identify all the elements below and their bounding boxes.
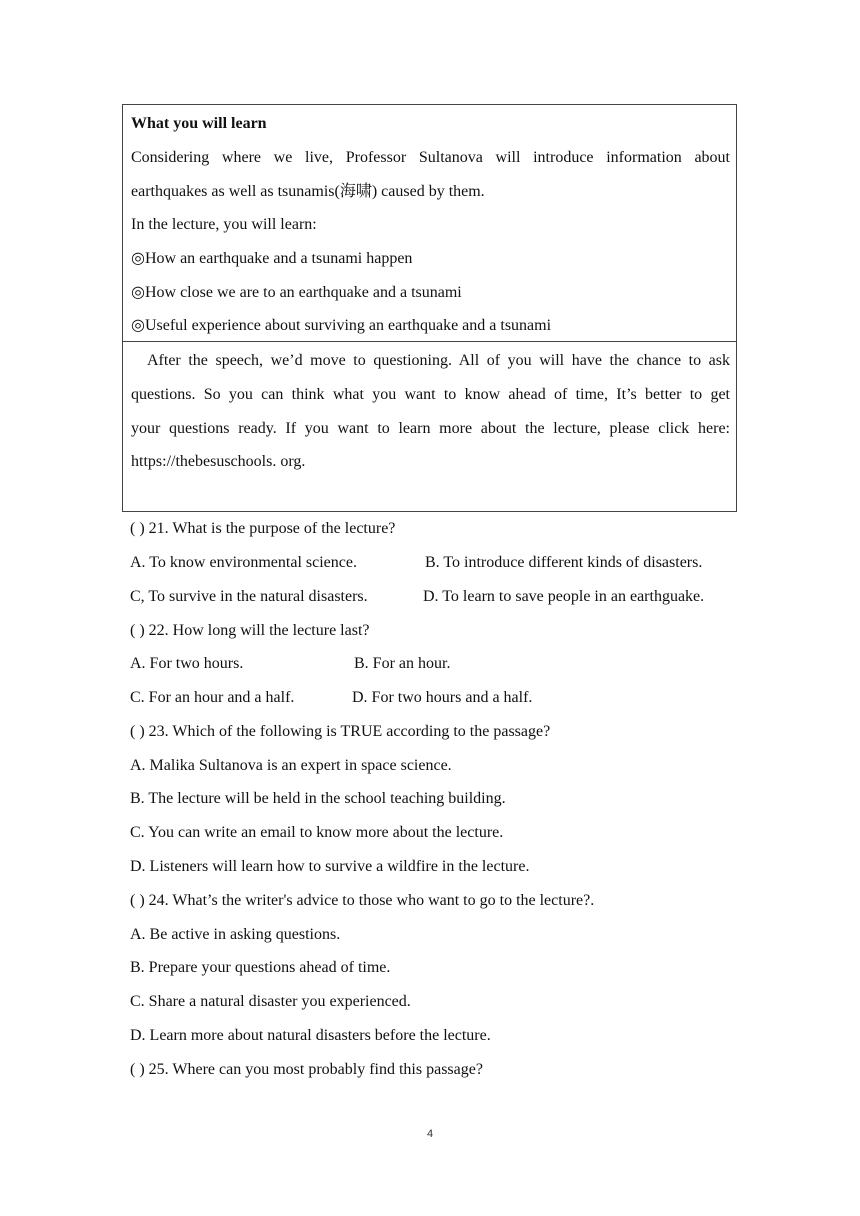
question-21-option-b: B. To introduce different kinds of disasters.: [425, 554, 703, 571]
question-24-option-a: A. Be active in asking questions.: [130, 926, 341, 943]
question-22-option-c: C. For an hour and a half.: [130, 689, 295, 706]
question-23-option-d: D. Listeners will learn how to survive a wildfire in the lecture.: [130, 858, 530, 875]
question-21-stem: ( ) 21. What is the purpose of the lecture?: [130, 520, 396, 537]
question-25-stem: ( ) 25. Where can you most probably find this passage?: [130, 1061, 483, 1078]
question-22-option-a: A. For two hours.: [130, 655, 244, 672]
question-24-option-d: D. Learn more about natural disasters before the lecture.: [130, 1027, 491, 1044]
question-24-option-c: C. Share a natural disaster you experienced.: [130, 993, 411, 1010]
intro-line-2: earthquakes as well as tsunamis(海啸) caused by them.: [131, 183, 485, 200]
learn-info-box: [122, 104, 737, 342]
learn-point: ◎Useful experience about surviving an earthquake and a tsunami: [131, 317, 552, 334]
question-21-option-c: C, To survive in the natural disasters.: [130, 588, 368, 605]
questioning-line: your questions ready. If you want to learn more about the lecture, please click here:: [131, 420, 730, 437]
question-21-option-a: A. To know environmental science.: [130, 554, 357, 571]
question-23-option-c: C. You can write an email to know more about the lecture.: [130, 824, 504, 841]
question-23-option-b: B. The lecture will be held in the school teaching building.: [130, 790, 506, 807]
learn-point: ◎How an earthquake and a tsunami happen: [131, 250, 413, 267]
question-23-option-a: A. Malika Sultanova is an expert in space science.: [130, 757, 452, 774]
question-22-option-d: D. For two hours and a half.: [352, 689, 533, 706]
questioning-line: After the speech, we’d move to questioning. All of you will have the chance to ask: [147, 352, 730, 369]
question-24-option-b: B. Prepare your questions ahead of time.: [130, 959, 391, 976]
questioning-info-box: [122, 341, 737, 512]
question-22-option-b: B. For an hour.: [354, 655, 451, 672]
learn-intro: In the lecture, you will learn:: [131, 216, 317, 233]
question-21-option-d: D. To learn to save people in an earthguake.: [423, 588, 705, 605]
question-22-stem: ( ) 22. How long will the lecture last?: [130, 622, 370, 639]
box-heading: What you will learn: [131, 115, 267, 132]
questioning-line: questions. So you can think what you want to know ahead of time, It’s better to get: [131, 386, 730, 403]
learn-point: ◎How close we are to an earthquake and a tsunami: [131, 284, 462, 301]
intro-line-1: Considering where we live, Professor Sultanova will introduce information about: [131, 149, 730, 166]
lecture-link[interactable]: https://thebesuschools. org.: [131, 453, 306, 470]
page-number: 4: [426, 1128, 434, 1140]
question-23-stem: ( ) 23. Which of the following is TRUE according to the passage?: [130, 723, 551, 740]
question-24-stem: ( ) 24. What’s the writer's advice to those who want to go to the lecture?.: [130, 892, 595, 909]
